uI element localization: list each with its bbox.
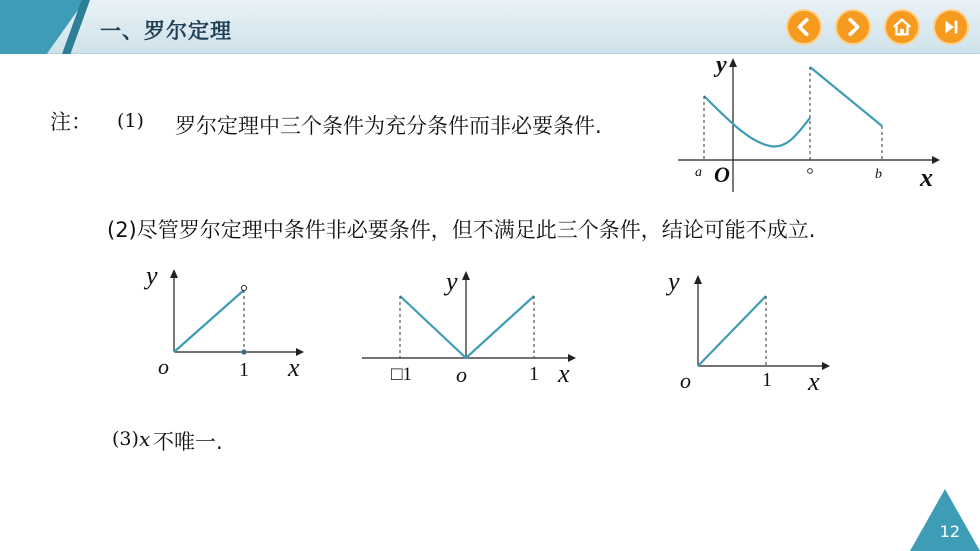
- tick-1: 1: [529, 363, 539, 385]
- y-label: y: [668, 267, 680, 296]
- next-button[interactable]: [835, 9, 871, 45]
- open-point: [808, 169, 813, 174]
- graph-top-right: [670, 52, 940, 197]
- footer-corner: [910, 489, 980, 551]
- curve-left: [704, 96, 810, 147]
- note-1-text: 罗尔定理中三个条件为充分条件而非必要条件.: [175, 114, 602, 138]
- chevron-right-icon: [842, 16, 864, 38]
- prev-button[interactable]: [786, 9, 822, 45]
- y-axis-arrow: [694, 275, 702, 284]
- b-label: b: [875, 167, 882, 182]
- segment: [698, 296, 766, 366]
- origin-label: O: [714, 162, 730, 187]
- tick-neg-1: □1: [391, 364, 412, 385]
- home-button[interactable]: [884, 9, 920, 45]
- tick-1: 1: [239, 359, 249, 381]
- open-point: [241, 285, 246, 290]
- y-label: y: [446, 267, 458, 296]
- page-number: 12: [939, 522, 960, 541]
- tick-1: 1: [762, 369, 772, 391]
- home-icon: [891, 16, 913, 38]
- graph-1: [140, 258, 310, 383]
- x-label: x: [288, 353, 300, 382]
- y-axis-arrow: [462, 271, 470, 280]
- a-label: a: [695, 165, 702, 180]
- abs-curve: [400, 296, 534, 358]
- x-label: x: [808, 367, 820, 396]
- graph-3: [664, 262, 839, 396]
- page-title: 一、罗尔定理: [100, 19, 232, 43]
- note-1-number: (1): [117, 110, 144, 132]
- end-button[interactable]: [933, 9, 969, 45]
- note-label: 注：: [50, 110, 92, 134]
- x-label: x: [558, 359, 570, 388]
- origin-label: o: [158, 354, 169, 379]
- header-bar: [0, 0, 980, 54]
- note-3-variable: x: [139, 427, 151, 451]
- chevron-left-icon: [793, 16, 815, 38]
- origin-label: o: [680, 368, 691, 393]
- note-3-text: 不唯一.: [153, 430, 223, 454]
- y-axis-arrow: [729, 58, 737, 67]
- x-axis-arrow: [822, 362, 830, 370]
- skip-end-icon: [940, 16, 962, 38]
- segment: [174, 290, 244, 352]
- x-label: x: [920, 163, 933, 192]
- note-2-text: (2)尽管罗尔定理中条件非必要条件，但不满足此三个条件，结论可能不成立.: [107, 218, 816, 242]
- note-3-number: (3): [112, 428, 139, 450]
- curve-right: [810, 67, 882, 126]
- graph-2: [358, 262, 583, 387]
- closed-point: [241, 349, 246, 354]
- y-label: y: [716, 52, 727, 78]
- origin-label: o: [456, 362, 467, 387]
- x-axis-arrow: [932, 156, 940, 164]
- y-label: y: [146, 261, 158, 290]
- y-axis-arrow: [170, 269, 178, 278]
